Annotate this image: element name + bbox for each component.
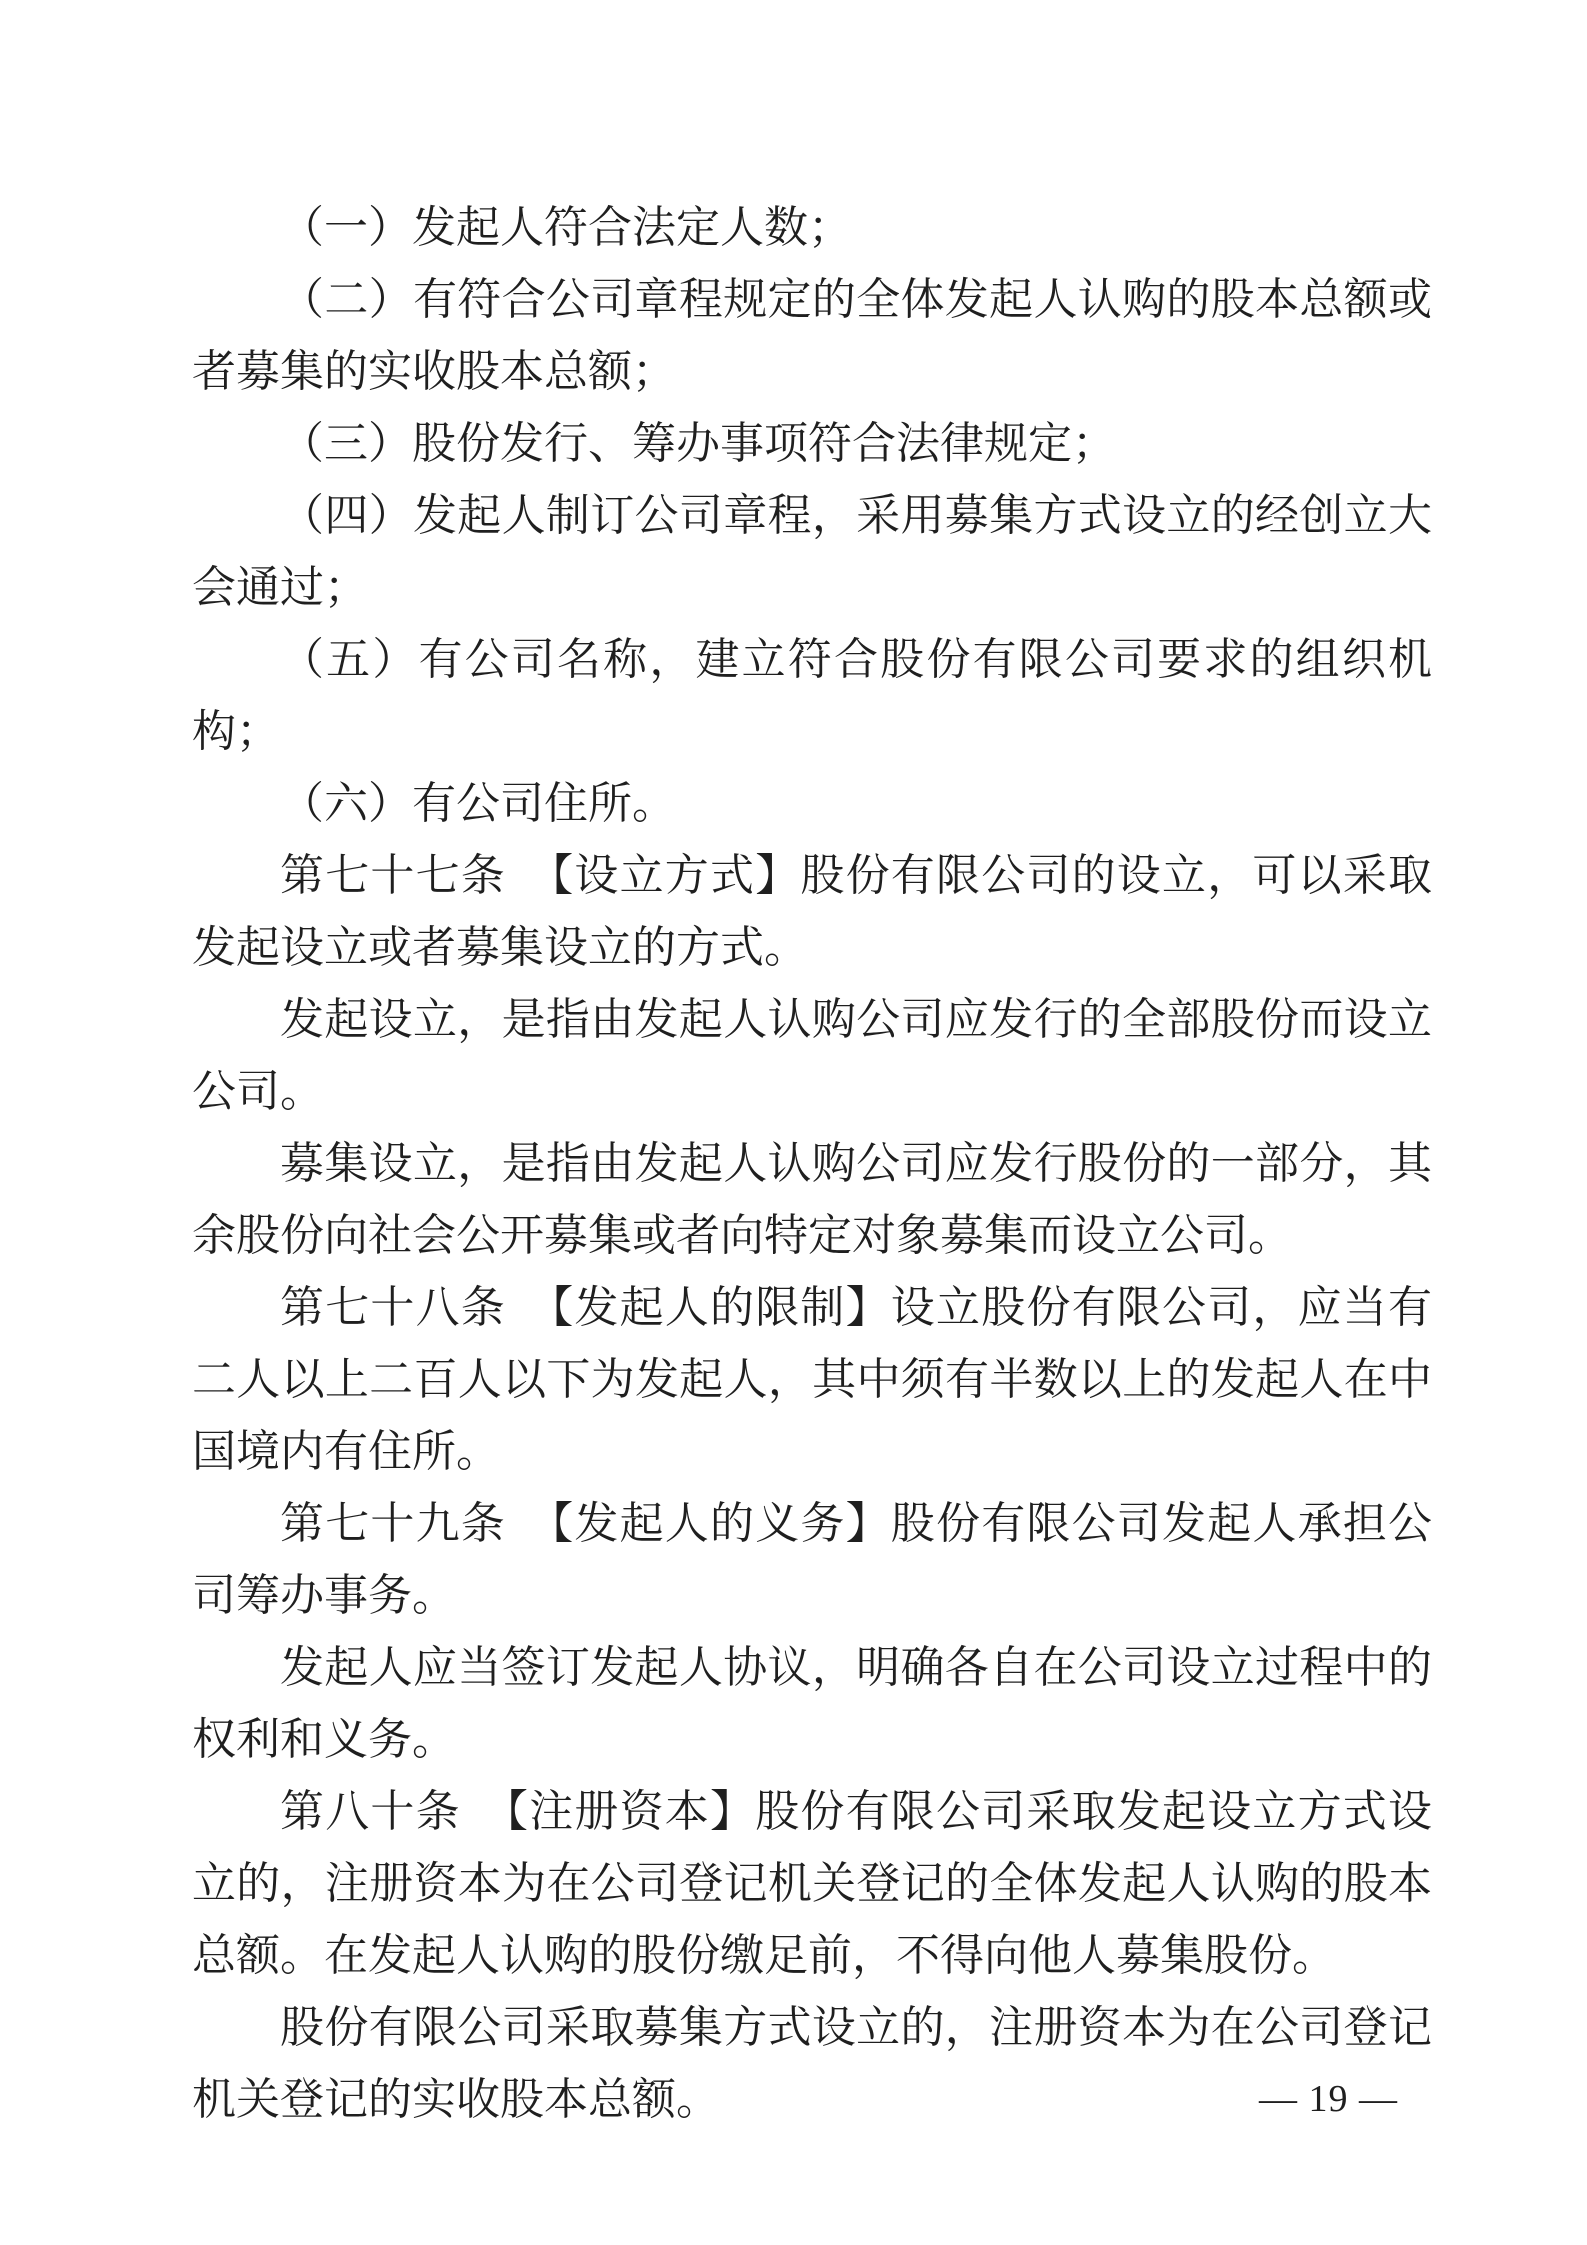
- paragraph: 第八十条 【注册资本】股份有限公司采取发起设立方式设立的，注册资本为在公司登记机关登记的全体发起人认购的股本总额。在发起人认购的股份缴足前，不得向他人募集股份。: [192, 1787, 1432, 1980]
- paragraph: 股份有限公司采取募集方式设立的，注册资本为在公司登记机关登记的实收股本总额。: [192, 2003, 1432, 2124]
- paragraph: （四）发起人制订公司章程，采用募集方式设立的经创立大会通过；: [192, 491, 1432, 612]
- paragraph: （三）股份发行、筹办事项符合法律规定；: [280, 419, 1116, 468]
- paragraph: （六）有公司住所。: [280, 779, 676, 828]
- paragraph: 第七十七条 【设立方式】股份有限公司的设立，可以采取发起设立或者募集设立的方式。: [192, 851, 1432, 972]
- paragraph: （二）有符合公司章程规定的全体发起人认购的股本总额或者募集的实收股本总额；: [192, 275, 1432, 396]
- paragraph: 募集设立，是指由发起人认购公司应发行股份的一部分，其余股份向社会公开募集或者向特定对象募集而设立公司。: [192, 1139, 1432, 1260]
- page-number: — 19 —: [1259, 2078, 1398, 2120]
- paragraph: 发起设立，是指由发起人认购公司应发行的全部股份而设立公司。: [192, 995, 1432, 1116]
- document-body: [192, 192, 1432, 2136]
- paragraph: （五）有公司名称，建立符合股份有限公司要求的组织机构；: [192, 635, 1432, 756]
- paragraph: 第七十九条 【发起人的义务】股份有限公司发起人承担公司筹办事务。: [192, 1499, 1432, 1620]
- paragraph: （一）发起人符合法定人数；: [280, 203, 852, 252]
- paragraph: 发起人应当签订发起人协议，明确各自在公司设立过程中的权利和义务。: [192, 1643, 1432, 1764]
- paragraph: 第七十八条 【发起人的限制】设立股份有限公司，应当有二人以上二百人以下为发起人，其中须有半数以上的发起人在中国境内有住所。: [192, 1283, 1432, 1476]
